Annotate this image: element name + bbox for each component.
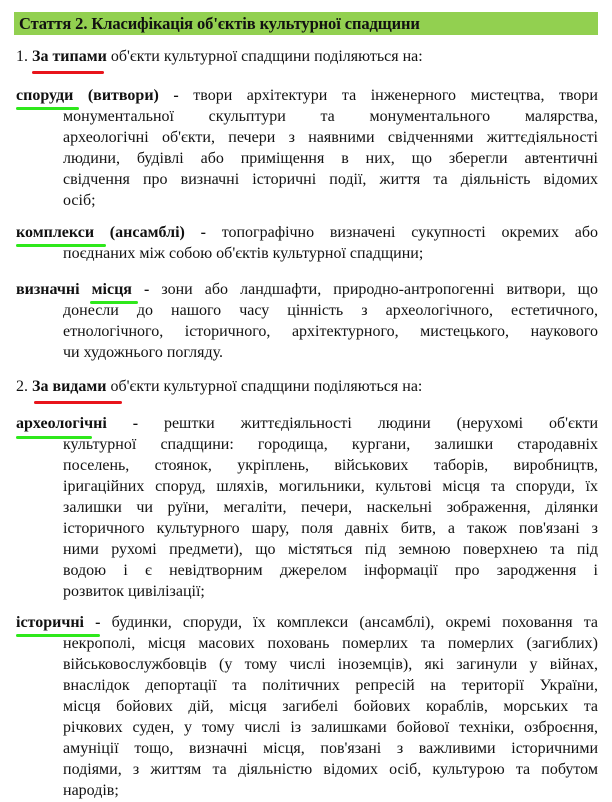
text-line: людини, будівлі або приміщення в них, що зберегли автентичні <box>63 150 598 167</box>
text-line: некрополі, місця масових поховань померлих та померлих (загиблих) <box>63 635 598 652</box>
text-line <box>16 414 598 434</box>
text-line <box>16 280 598 300</box>
text-line: розвиток цивілізації; <box>63 583 205 600</box>
term-kompleksy: комплекси (ансамблі) - <box>16 224 206 241</box>
text-line: чи художнього погляду. <box>63 344 224 361</box>
text-line: етнологічного, історичного, архітектурного, мистецького, наукового <box>63 323 598 340</box>
text-span: об'єкти культурної спадщини поділяються на: <box>106 48 423 65</box>
term-arkheolohichni: археологічні - <box>16 415 139 432</box>
term-vyznachni-mistsia: визначні місця - <box>16 281 150 298</box>
text-span: 2. <box>16 378 32 395</box>
text-line: внаслідок депортації та політичних репресій на території України, <box>63 677 598 694</box>
text-line: народів; <box>63 782 119 799</box>
bold-keyword: За типами <box>32 48 107 65</box>
text-line: місця бойових дій, місця загибелі бойових кораблів, морських та <box>63 698 598 715</box>
text-line <box>16 223 598 243</box>
red-underline-mark <box>32 71 104 74</box>
text-line: монументальної скульптури та монументального малярства, <box>63 108 598 125</box>
text-line: ними рухомі предмети), що містяться під земною поверхнею та під <box>63 541 598 558</box>
text-span: рештки життєдіяльності людини (нерухомі об'єкти <box>138 415 599 432</box>
section-2-heading <box>16 377 422 397</box>
text-line <box>16 86 598 106</box>
text-line: водою і є невідтворним джерелом інформації про зародження і <box>63 562 598 579</box>
text-span: 1. <box>16 48 32 65</box>
text-line: військовослужбовців (у тому числі іноземців), які загинули у війнах, <box>63 656 598 673</box>
text-span: зони або ландшафти, природно-антропогенні витвори, що <box>149 281 598 298</box>
article-title: Стаття 2. Класифікація об'єктів культурної спадщини <box>19 14 420 33</box>
text-line: поєднаних між собою об'єктів культурної спадщини; <box>63 245 424 262</box>
text-line: культурної спадщини: городища, кургани, залишки стародавніх <box>63 436 598 453</box>
text-line: донесли до нашого часу цінність з археологічного, естетичного, <box>63 302 598 319</box>
text-line: річкових суден, у тому числі із залишками бойової техніки, озброєння, <box>63 719 598 736</box>
text-line: амуніції тощо, визначні місця, пов'язані з важливими історичними <box>63 740 598 757</box>
text-line: історичного культурного шару, поля давніх битв, а також пов'язані з <box>63 520 598 537</box>
text-line: археологічні об'єкти, печери з наявними свідченнями життєдіяльності <box>63 129 598 146</box>
text-line: подіями, з життям та діяльністю відомих осіб, культурою та побутом <box>63 761 598 778</box>
term-istorychni: історичні - <box>16 614 101 631</box>
text-span: топографічно визначені сукупності окремих або <box>205 224 598 241</box>
text-line <box>16 613 598 633</box>
red-underline-mark <box>34 401 122 404</box>
text-line: свідчення про визначні історичні події, життя та діяльність відомих <box>63 171 598 188</box>
text-line: осіб; <box>63 192 96 209</box>
article-header <box>14 12 598 35</box>
text-span: об'єкти культурної спадщини поділяються на: <box>106 378 423 395</box>
section-1-heading <box>16 47 423 67</box>
text-line: іригаційних споруд, шляхів, могильники, культові місця та споруди, їх <box>63 478 598 495</box>
text-line: поселень, стоянок, укріплень, військових таборів, виробництв, <box>63 457 598 474</box>
text-span: будинки, споруди, їх комплекси (ансамблі), окремі поховання та <box>100 614 599 631</box>
term-sporudy: споруди (витвори) - <box>16 87 179 104</box>
bold-keyword: За видами <box>32 378 107 395</box>
text-line: залишки чи руїни, мегаліти, печери, наскельні зображення, ділянки <box>63 499 598 516</box>
text-span: твори архітектури та інженерного мистецтва, твори <box>178 87 598 104</box>
